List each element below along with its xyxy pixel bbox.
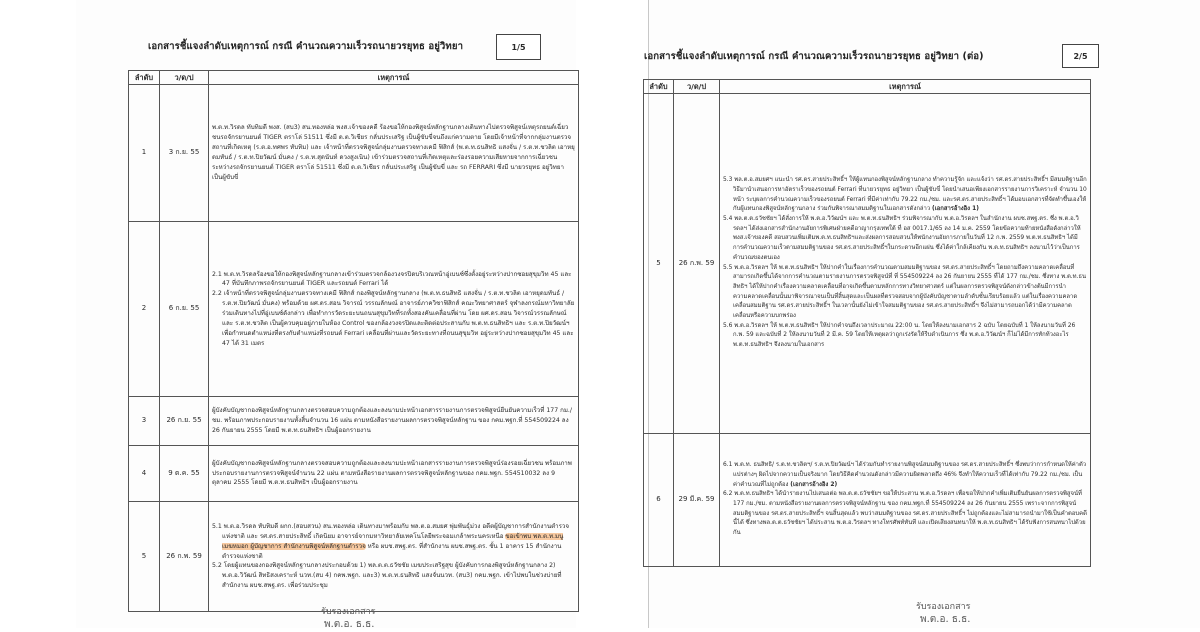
document-title: เอกสารชี้แจงลำดับเหตุการณ์ กรณี คำนวณความเร็วรถนายวรยุทธ อยู่วิทยา (148, 41, 464, 52)
row-date: 29 มี.ค. 59 (674, 434, 720, 567)
row-date: 6 ก.ย. 55 (160, 222, 209, 397)
event-paragraph (723, 176, 1087, 215)
page-number-badge: 2/5 (1062, 44, 1099, 68)
event-text: หรือ ผบช.สพฐ.ตร. ที่สำนักงาน ผบช.สพฐ.ตร. ชั้น 1 อาคาร 15 สำนักงานตำรวจแห่งชาติ (222, 542, 562, 560)
certification-signature: รับรองเอกสาร (916, 602, 971, 612)
event-paragraph: 2.1 พ.ต.ท.วิรดลร้องขอให้กองพิสูจน์หลักฐานกลางเข้าร่วมตรวจกล้องวงจรปิดบริเวณหน้าอู่เบนซ์ซึ่งตั้งอยู่ระหว่างปากซอยสุขุมวิท 45 และ 47 ที่บันทึกภาพรถจักรยานยนต์ TIGER และรถยนต์ Ferrari ได้ (212, 270, 572, 288)
row-number: 2 (129, 222, 160, 397)
signature-initials: พ.ต.อ. ธ.ธ. (324, 619, 375, 630)
events-table (128, 70, 579, 612)
row-date: 26 ก.พ. 59 (160, 502, 209, 612)
event-text: 5.3 พล.ต.อ.สมยศฯ แนะนำ รศ.ดร.สายประสิทธิ์ฯ ให้ผู้แทนกองพิสูจน์หลักฐานกลาง ทำความรู้จัก และแจ้งว่า รศ.ดร.สายประสิทธิ์ฯ มีสมมติฐานอีกวิธีมานำเสนอการหาอัตราเร็วของรถยนต์ Ferrari ที่นายวรยุทธ อยู่วิทยา เป็นผู้ขับขี่ โดยนำเสนอเพียงเอกสารรายงานการวิเคราะห์ จำนวน 10 หน้า ระบุผลการคำนวณความเร็วของรถยนต์ Ferrari ที่มีค่าเท่ากับ 79.22 กม./ชม. และรศ.ดร.สายประสิทธิ์ฯ ได้มอบเอกสารที่จัดทำขึ้นเองให้กับผู้แทนกองพิสูจน์หลักฐานกลาง ร่วมกันพิจารณาสมมติฐานในเอกสารดังกล่าว (723, 177, 1087, 213)
table-row (644, 434, 1091, 567)
row-event (209, 85, 579, 222)
highlighted-text: ขอเข้าพบ พล.ต.ท.มนู เมฆหมอก ผู้บัญชาการ สำนักงานพิสูจน์หลักฐานตำรวจ (222, 532, 564, 550)
row-number: 3 (129, 397, 160, 446)
row-date: 9 ต.ค. 55 (160, 446, 209, 502)
column-header-order: ลำดับ (644, 80, 674, 94)
row-event (209, 446, 579, 502)
table-row (129, 446, 579, 502)
document-page-2 (644, 0, 1200, 628)
event-paragraph (723, 461, 1087, 490)
table-header-row (129, 71, 579, 85)
event-paragraph: พ.ต.ท.วิรดล ทับทิมดี พงส. (สบ3) สน.ทองหล่อ พงส.เจ้าของคดี ร้องขอให้กองพิสูจน์หลักฐานกลางเดินทางไปตรวจพิสูจน์เหตุรถยนต์เฉี่ยวชนรถจักรยานยนต์ TIGER ตราโล่ 51511 ซึ่งมี ด.ต.วิเชียร กลั่นประเสริฐ เป็นผู้ขับขี่จนถึงแก่ความตาย โดยมีเจ้าหน้าที่จากกลุ่มงานตรวจสถานที่เกิดเหตุ (ร.ต.อ.ทศพร ทับทิม) และ เจ้าหน้าที่ตรวจพิสูจน์กลุ่มงานตรวจทางเคมี ฟิสิกส์ (พ.ต.ท.ธนสิทธิ แสงจั่น / ร.ต.ท.ชวลิต เอาหยุดมทันธ์ / ร.ต.ท.ปิยวัฒน์ มั่นคง / ร.ต.ท.สุดนันท์ ดวงสูงเนิน) เข้าร่วมตรวจสถานที่เกิดเหตุและร่องรอยความเสียหายจากการเฉี่ยวชน ระหว่างรถจักรยานยนต์ TIGER ตราโล่ 51511 ซึ่งมี ด.ต.วิเชียร กลั่นประเสริฐ เป็นผู้ขับขี่ และ รถ FERRARI ซึ่งมี นายวรยุทธ อยู่วิทยา เป็นผู้ขับขี่ (212, 124, 575, 181)
document-title: เอกสารชี้แจงลำดับเหตุการณ์ กรณี คำนวณความเร็วรถนายวรยุทธ อยู่วิทยา (ต่อ) (644, 51, 984, 62)
row-event (720, 434, 1091, 567)
row-event (209, 222, 579, 397)
row-number: 5 (644, 94, 674, 434)
table-row (129, 502, 579, 612)
event-paragraph: 5.4 พล.ต.ต.ธวัชชัยฯ ได้สั่งการให้ พ.ต.อ.วิวัฒน์ฯ และ พ.ต.ท.ธนสิทธิฯ ร่วมพิจารณากับ พ.ต.อ.วิรดลฯ ในสำนักงาน ผบช.สพฐ.ตร. ซึ่ง พ.ต.อ.วิรดลฯ ได้ส่งเอกสารสำนักงานอัยการพิเศษฝ่ายคดีอาญากรุงเทพใต้ ที่ อส 0017.1/65 ลง 14 ม.ค. 2559 โดยข้อความท้ายหนังสือดังกล่าวให้ พงส.เจ้าของคดี สอบสวนเพิ่มเติมพ.ต.ท.ธนสิทธิฯและส่งผลการสอบสวนให้พนักงานอัยการภายในวันที่ 12 ก.พ. 2559 พ.ต.ท.ธนสิทธิฯ ได้มีการคำนวณความเร็วตามสมมติฐานของ รศ.ดร.สายประสิทธิ์ฯในกระดาษอีกแผ่น ซึ่งได้ค่าใกล้เคียงกัน พ.ต.ท.ธนสิทธิฯ ลงนามไว้ว่าเป็นการคำนวณของตนเอง (723, 215, 1081, 261)
event-text: 5.1 พ.ต.อ.วิรดล ทับทิมดี ผกก.(สอบสวน) สน.ทองหล่อ เดินทางมาพร้อมกับ พล.ต.อ.สมยศ พุ่มพันธุ์ม่วง อดีตผู้บัญชาการสำนักงานตำรวจแห่งชาติ และ รศ.ดร.สายประสิทธิ์ เกิดนิยม อาจารย์จากมหาวิทยาลัยเทคโนโลยีพระจอมเกล้าพระนครเหนือ (212, 523, 570, 540)
row-number: 5 (129, 502, 160, 612)
row-date: 3 ก.ย. 55 (160, 85, 209, 222)
event-paragraph (212, 522, 575, 561)
row-event (209, 397, 579, 446)
event-paragraph: 5.6 พ.ต.อ.วิรดลฯ ให้ พ.ต.ท.ธนสิทธิฯ ให้ปากคำจนถึงเวลาประมาณ 22:00 น. โดยให้ลงนามเอกสาร 2 ฉบับ โดยฉบับที่ 1 ให้ลงนามวันที่ 26 ก.พ. 59 และฉบับที่ 2 ให้ลงนามวันที่ 2 มี.ค. 59 โดยให้เหตุผลว่าถูกเร่งรัดให้รีบดำเนินการ ซึ่ง พ.ต.อ.วิวัฒน์ฯ ก็ไม่ได้มีการทักท้วงอะไร พ.ต.ท.ธนสิทธิฯ จึงลงนามในเอกสาร (723, 322, 1076, 349)
page-number-badge: 1/5 (496, 34, 541, 60)
event-paragraph: 5.2 โดยผู้แทนของกองพิสูจน์หลักฐานกลางประกอบด้วย 1) พล.ต.ต.ธวัชชัย เมฆประเสริฐสุข ผู้บังคับการกองพิสูจน์หลักฐานกลาง 2) พ.ต.อ.วิวัฒน์ สิทธิสงเคราะห์ นวท.(สบ 4) กคพ.พฐก. และ3) พ.ต.ท.ธนสิทธิ แสงจั่นนวท. (สบ3) กคม.พฐก. เข้าไปพบในช่วงบ่ายที่สำนักงาน ผบช.สพฐ.ตร. เพื่อร่วมประชุม (212, 562, 562, 590)
table-header-row (644, 80, 1091, 94)
column-header-order: ลำดับ (129, 71, 160, 85)
events-table (643, 79, 1091, 567)
column-header-date: ว/ด/ป (160, 71, 209, 85)
event-paragraph: 6.2 พ.ต.ท.ธนสิทธิฯ ได้นำรายงานไปเสนอต่อ พล.ต.ต.ธวัชชัยฯ ขอให้ประสาน พ.ต.อ.วิรดลฯ เพื่อขอให้ปากคำเพิ่มเติมยืนยันผลการตรวจพิสูจน์ที่ 177 กม./ชม. ตามหนังสือรายงานผลการตรวจพิสูจน์หลักฐาน ของ กคม.พฐก.ที่ 554509224 ลง 26 กันยายน 2555 เพราะจากการพิสูจน์สมมติฐานของ รศ.ดร.สายประสิทธิ์ฯ จนสิ้นสุดแล้ว พบว่าสมมติฐานของ รศ.ดร.สายประสิทธิ์ฯ ไม่ถูกต้องและไม่สามารถนำมาใช้เป็นคำตอบคดีนี้ได้ ซึ่งทางพล.ต.ต.ธวัชชัยฯ ได้ประสาน พ.ต.อ.วิรดลฯ ทางโทรศัพท์ทันที และเปิดเสียงสนทนาให้ พ.ต.ท.ธนสิทธิฯ ได้รับฟังการสนทนาไปด้วยกัน (723, 491, 1087, 537)
column-header-event: เหตุการณ์ (209, 71, 579, 85)
event-paragraph: ผู้บังคับบัญชากองพิสูจน์หลักฐานกลางตรวจสอบความถูกต้องและลงนามปะหน้าเอกสารรายงานการตรวจพิสูจน์ยืนยันความเร็วที่ 177 กม./ชม. พร้อมภาพประกอบรายงานทั้งสิ้นจำนวน 16 แผ่น ตามหนังสือรายงานผลการตรวจพิสูจน์หลักฐาน ของ กคม.พฐก.ที่ 554509224 ลง 26 กันยายน 2555 โดยมี พ.ต.ท.ธนสิทธิฯ เป็นผู้ออกรายงาน (212, 407, 572, 434)
row-date: 26 ก.พ. 59 (674, 94, 720, 434)
column-header-date: ว/ด/ป (674, 80, 720, 94)
event-paragraph: ผู้บังคับบัญชากองพิสูจน์หลักฐานกลางตรวจสอบความถูกต้องและลงนามปะหน้าเอกสารรายงานการตรวจพิสูจน์ร่องรอยเฉี่ยวชน พร้อมภาพประกอบรายงานการตรวจพิสูจน์จำนวน 22 แผ่น ตามหนังสือรายงานผลการตรวจพิสูจน์หลักฐานของ กคม.พฐก. 554510032 ลง 9 ตุลาคม 2555 โดยมี พ.ต.ท.ธนสิทธิฯ เป็นผู้ออกรายงาน (212, 459, 572, 487)
reference-label: (เอกสารอ้างอิง 1) (932, 206, 979, 213)
row-number: 4 (129, 446, 160, 502)
signature-initials: พ.ต.อ. ธ.ธ. (920, 614, 971, 625)
row-event (209, 502, 579, 612)
row-event (720, 94, 1091, 434)
event-paragraph: 2.2 เจ้าหน้าที่ตรวจพิสูจน์กลุ่มงานตรวจทางเคมี ฟิสิกส์ กองพิสูจน์หลักฐานกลาง (พ.ต.ท.ธนสิทธิ แสงจั่น / ร.ต.ท.ชวลิต เอาหยุดมทันธ์ / ร.ต.ท.ปิยวัฒน์ มั่นคง) พร้อมด้วย ผศ.ดร.สอน วิจารณ์ วรรณลักษณ์ อาจารย์ภาควิชาฟิสิกส์ คณะวิทยาศาสตร์ จุฬาลงกรณ์มหาวิทยาลัย ร่วมเดินทางไปที่อู่เบนซ์ดังกล่าว เพื่อทำการวัดระยะบนถนนสุขุมวิทที่รถทั้งสองคันเคลื่อนที่ผ่าน โดย ผศ.ดร.สอน วิจารณ์วรรณลักษณ์ และ ร.ต.ท.ชวลิต เป็นผู้ควบคุมอยู่ภายในห้อง Control ของกล้องวงจรปิดและติดต่อประสานกับ พ.ต.ท.ธนสิทธิฯ และ ร.ต.ท.ปิยวัฒน์ฯ เพื่อกำหนดตำแหน่งที่ตรงกับตำแหน่งที่รถยนต์ Ferrari เคลื่อนที่ผ่านและวัดระยะทางที่ถนนสุขุมวิท อยู่ระหว่างปากซอยสุขุมวิท 45 และ 47 ได้ 31 เมตร (212, 290, 575, 347)
event-text: 6.1 พ.ต.ท. ธนสิทธิ/ ร.ต.ท.ชวลิตฯ/ ร.ต.ท.ปิยวัฒน์ฯ ได้ร่วมกันทำรายงานพิสูจน์สมมติฐานของ รศ.ดร.สายประสิทธิ์ฯ ซึ่งพบว่าการกำหนดให้ค่าตัวแปรต่างๆ ผิดไปจากความเป็นจริงมาก โดยวิธีคิดคำนวณดังกล่าวมีความผิดพลาดถึง 46% จึงทำให้ความเร็วที่ได้เท่ากับ 79.22 กม./ชม. เป็นค่าคำนวณที่ไม่ถูกต้อง (723, 462, 1087, 488)
column-header-event: เหตุการณ์ (720, 80, 1091, 94)
table-row (129, 397, 579, 446)
event-paragraph: 5.5 พ.ต.อ.วิรดลฯ ให้ พ.ต.ท.ธนสิทธิฯ ให้ปากคำในเรื่องการคำนวณตามสมมติฐานของ รศ.ดร.สายประสิทธิ์ฯ โดยถามถึงความคลาดเคลื่อนที่สามารถเกิดขึ้นได้จากการคำนวณตามรายงานการตรวจพิสูจน์ที่ ที่ 554509224 ลง 26 กันยายน 2555 ที่ได้ 177 กม./ชม. ซึ่งทาง พ.ต.ท.ธนสิทธิฯ ได้ให้ปากคำเรื่องความคลาดเคลื่อนที่อาจเกิดขึ้นตามหลักการทางวิทยาศาสตร์ แต่ในผลการตรวจพิสูจน์ดังกล่าวข้างต้นมีการนำความคลาดเคลื่อนนั้นมาพิจารณาจนเป็นที่สิ้นสุดและเป็นผลที่ตรวจสอบจากผู้บังคับบัญชาตามลำดับชั้นเรียบร้อยแล้ว แต่ในเรื่องความคลาดเคลื่อนสมมติฐาน รศ.ดร.สายประสิทธิ์ฯ ในเวลานั้นยังไม่เข้าใจสมมติฐานของ รศ.ดร.สายประสิทธิ์ฯ จึงไม่สามารถบอกได้ว่ามีความคลาดเคลื่อนหรือความบกพร่อง (723, 264, 1087, 320)
document-page-1 (76, 0, 576, 628)
table-row (644, 94, 1091, 434)
row-number: 1 (129, 85, 160, 222)
certification-signature: รับรองเอกสาร (321, 607, 376, 617)
table-row (129, 222, 579, 397)
table-row (129, 85, 579, 222)
row-date: 26 ก.ย. 55 (160, 397, 209, 446)
row-number: 6 (644, 434, 674, 567)
reference-label: (เอกสารอ้างอิง 2) (790, 481, 838, 488)
